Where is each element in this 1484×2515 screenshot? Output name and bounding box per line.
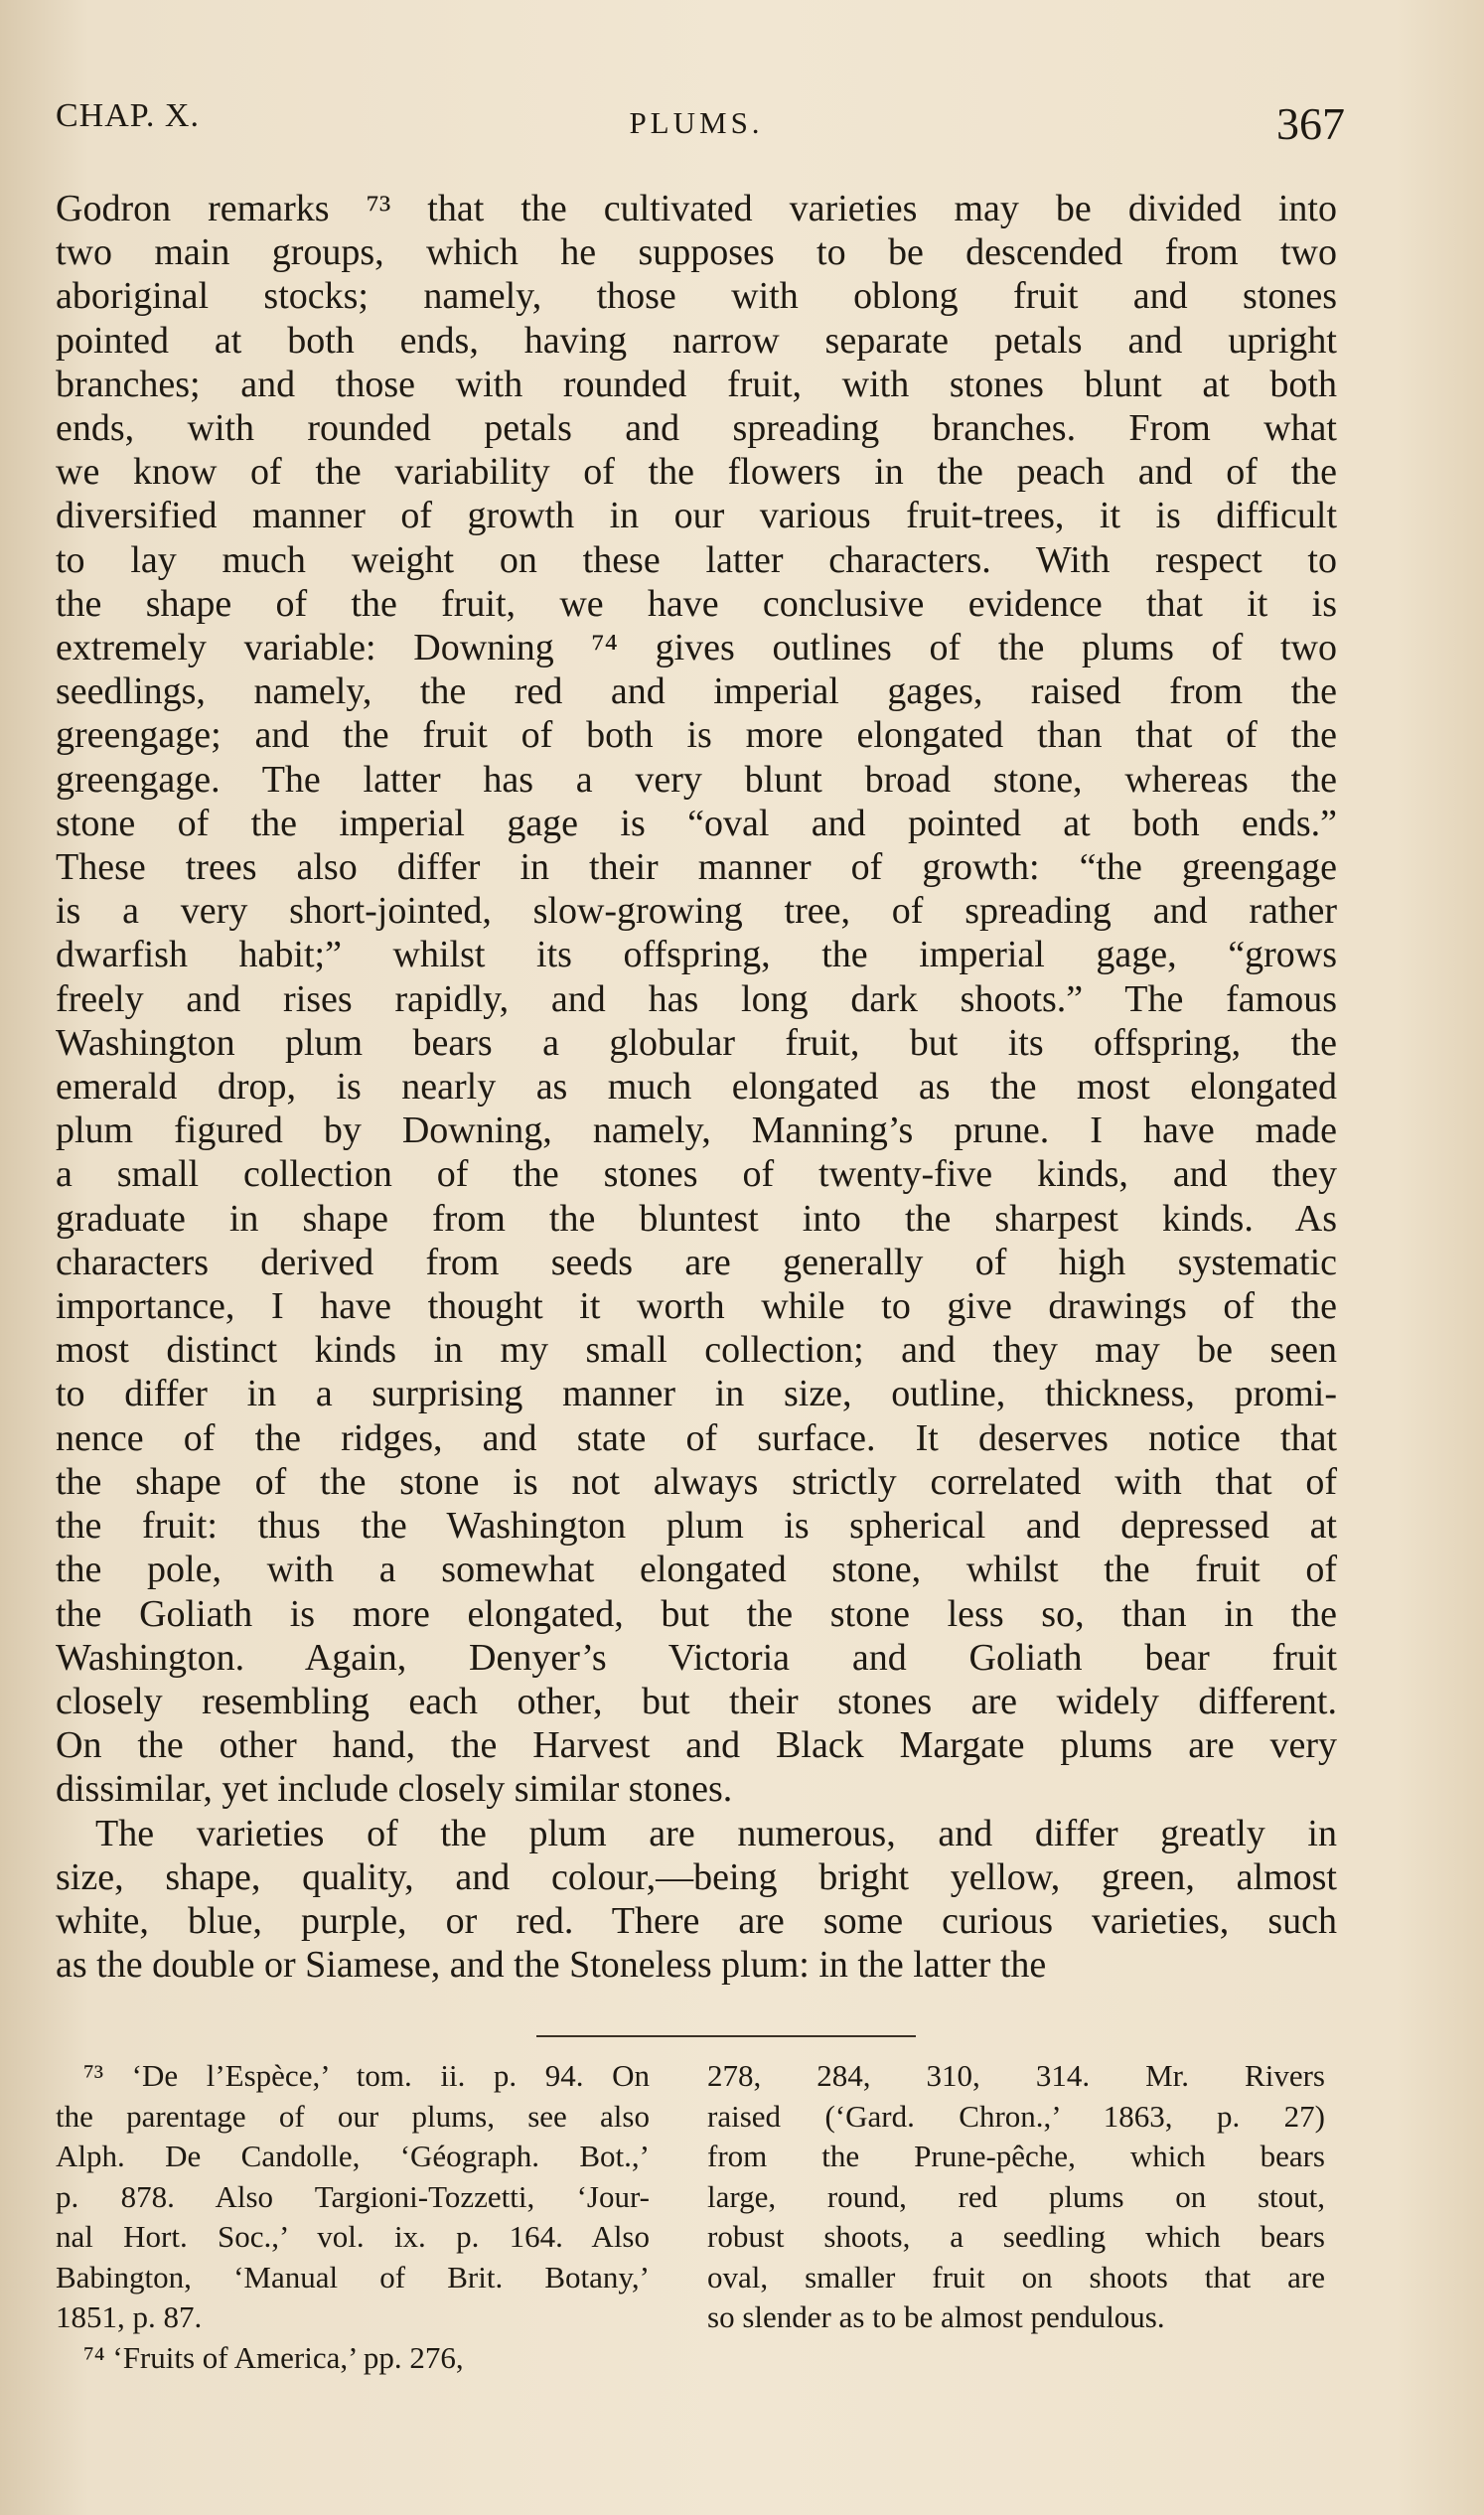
body-text [56,187,1337,1987]
text-line: the Goliath is more elongated, but the stone less so, than in the [56,1592,1337,1635]
footnote-line: from the Prune-pêche, which bears [707,2139,1325,2173]
text-line: to differ in a surprising manner in size, outline, thickness, promi- [56,1373,1337,1415]
text-line: The varieties of the plum are numerous, and differ greatly in [95,1812,1337,1854]
footnote-line: oval, smaller fruit on shoots that are [707,2259,1325,2294]
text-line: as the double or Siamese, and the Stoneless plum: in the latter the [56,1944,1047,1987]
text-line: the shape of the stone is not always strictly correlated with that of [56,1460,1337,1503]
text-line: the pole, with a somewhat elongated stone, whilst the fruit of [56,1549,1337,1591]
text-line: graduate in shape from the bluntest into the sharpest kinds. As [56,1197,1337,1240]
footnote-line: raised (‘Gard. Chron.,’ 1863, p. 27) [707,2098,1325,2134]
footnotes-left-column [56,2056,650,2378]
text-line: Washington. Again, Denyer’s Victoria and Goliath bear fruit [56,1636,1337,1679]
text-line: greengage; and the fruit of both is more elongated than that of the [56,714,1337,757]
text-line: a small collection of the stones of twenty-five kinds, and they [56,1153,1337,1196]
text-line: seedlings, namely, the red and imperial gages, raised from the [56,670,1337,713]
text-line: extremely variable: Downing ⁷⁴ gives outlines of the plums of two [56,627,1337,669]
text-line: two main groups, which he supposes to be descended from two [56,231,1337,274]
text-line: diversified manner of growth in our various fruit-trees, it is difficult [56,495,1337,537]
text-line: ends, with rounded petals and spreading branches. From what [56,407,1337,450]
running-header [56,97,1345,167]
text-line: the shape of the fruit, we have conclusive evidence that it is [56,582,1337,625]
text-line: stone of the imperial gage is “oval and pointed at both ends.” [56,802,1337,844]
footnote-line: ⁷³ ‘De l’Espèce,’ tom. ii. p. 94. On [83,2058,650,2093]
text-line: dissimilar, yet include closely similar stones. [56,1768,733,1811]
text-line: dwarfish habit;” whilst its offspring, the imperial gage, “grows [56,934,1337,976]
footnote-divider [536,2035,916,2037]
text-line: most distinct kinds in my small collection; and they may be seen [56,1329,1337,1372]
text-line: to lay much weight on these latter characters. With respect to [56,538,1337,581]
text-line: emerald drop, is nearly as much elongated as the most elongated [56,1066,1337,1109]
footnote-line: 1851, p. 87. [56,2299,203,2334]
text-line: white, blue, purple, or red. There are some curious varieties, such [56,1899,1337,1942]
text-line: Washington plum bears a globular fruit, but its offspring, the [56,1021,1337,1064]
footnotes-right-column [707,2056,1325,2338]
text-line: branches; and those with rounded fruit, with stones blunt at both [56,363,1337,405]
footnote-line: nal Hort. Soc.,’ vol. ix. p. 164. Also [56,2219,650,2254]
footnote-line: 278, 284, 310, 314. Mr. Rivers [707,2058,1325,2093]
running-title: PLUMS. [629,105,764,140]
text-line: characters derived from seeds are generally of high systematic [56,1241,1337,1283]
text-line: pointed at both ends, having narrow separate petals and upright [56,319,1337,362]
text-line: greengage. The latter has a very blunt broad stone, whereas the [56,758,1337,801]
text-line: Godron remarks ⁷³ that the cultivated varieties may be divided into [56,188,1337,229]
footnote-line: the parentage of our plums, see also [56,2098,650,2134]
text-line: is a very short-jointed, slow-growing tree, of spreading and rather [56,890,1337,933]
footnote-line: so slender as to be almost pendulous. [707,2299,1165,2334]
text-line: nence of the ridges, and state of surface. It deserves notice that [56,1416,1337,1459]
text-line: On the other hand, the Harvest and Black Margate plums are very [56,1724,1337,1767]
footnote-line: Alph. De Candolle, ‘Géograph. Bot.,’ [56,2139,650,2173]
text-line: size, shape, quality, and colour,—being bright yellow, green, almost [56,1855,1337,1898]
text-line: importance, I have thought it worth while to give drawings of the [56,1285,1337,1328]
text-line: closely resembling each other, but their stones are widely different. [56,1680,1337,1722]
text-line: we know of the variability of the flowers in the peach and of the [56,451,1337,494]
chapter-label: CHAP. X. [56,97,200,134]
text-line: the fruit: thus the Washington plum is spherical and depressed at [56,1505,1337,1548]
footnote-line: robust shoots, a seedling which bears [707,2219,1325,2254]
text-line: plum figured by Downing, namely, Manning’s prune. I have made [56,1110,1337,1152]
text-line: freely and rises rapidly, and has long dark shoots.” The famous [56,977,1337,1020]
footnote-line: Babington, ‘Manual of Brit. Botany,’ [56,2259,650,2294]
text-line: These trees also differ in their manner of growth: “the greengage [56,846,1337,889]
footnote-line: large, round, red plums on stout, [707,2178,1325,2214]
text-line: aboriginal stocks; namely, those with oblong fruit and stones [56,275,1337,318]
page-number: 367 [1276,98,1345,149]
footnote-line: p. 878. Also Targioni-Tozzetti, ‘Jour- [56,2178,650,2214]
footnote-line: ⁷⁴ ‘Fruits of America,’ pp. 276, [83,2339,464,2375]
